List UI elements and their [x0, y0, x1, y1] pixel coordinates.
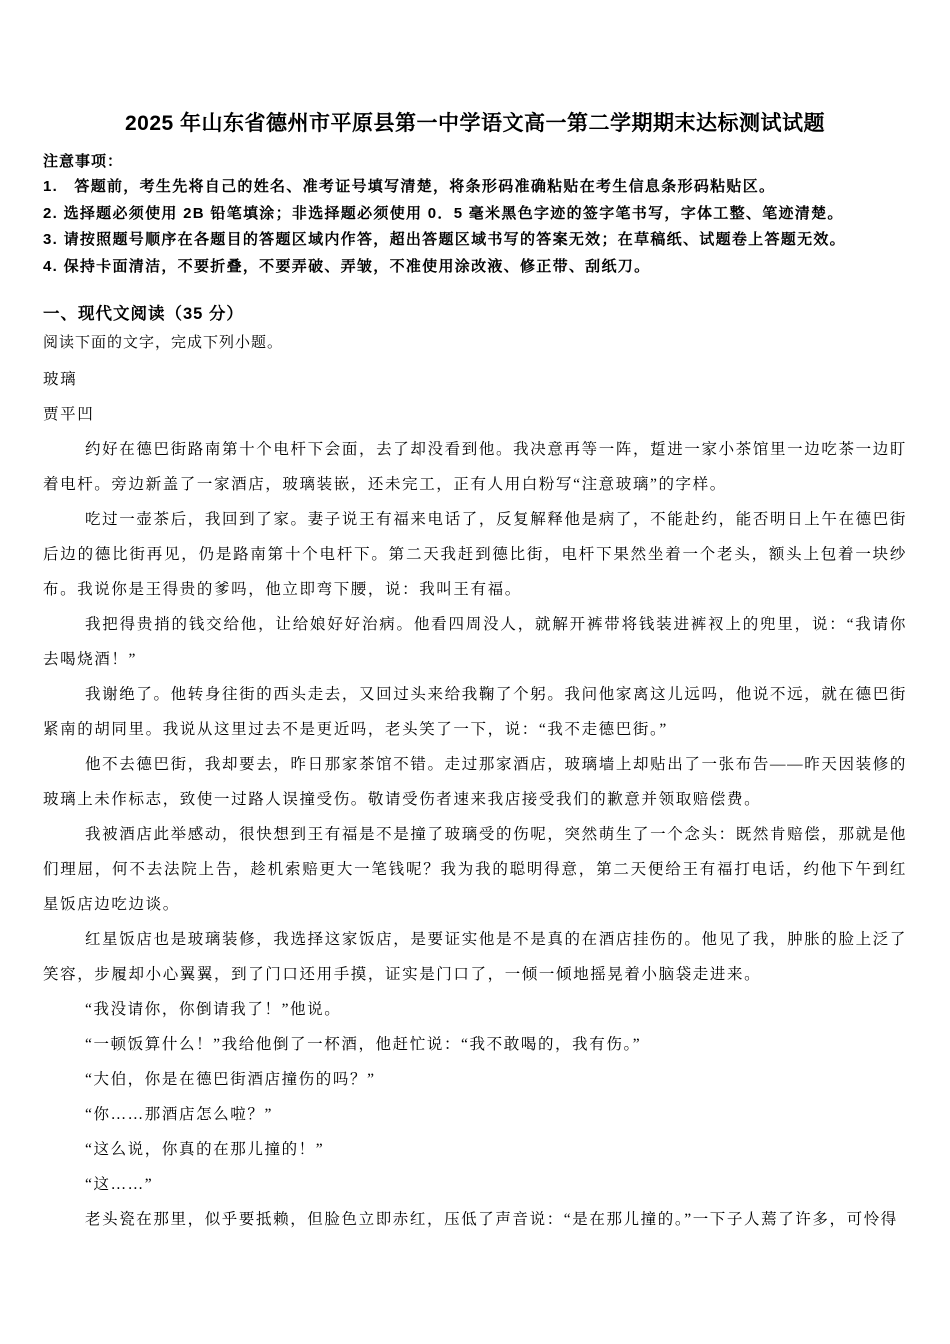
passage-paragraph-13: “这……”	[85, 1176, 154, 1193]
passage-paragraph-6: 我被酒店此举感动，很快想到王有福是不是撞了玻璃受的伤呢，突然萌生了一个念头：既然肯赔偿，那就是他们理屈，何不去法院上告，趁机索赔更大一笔钱呢？我为我的聪明得意，第二天便给王有福打电话，约他下午到红星饭店边吃边谈。	[43, 826, 907, 913]
passage-paragraph-5: 他不去德巴街，我却要去，昨日那家茶馆不错。走过那家酒店，玻璃墙上却贴出了一张布告——昨天因装修的玻璃上未作标志，致使一过路人误撞受伤。敬请受伤者速来我店接受我们的歉意并领取赔偿费。	[43, 756, 907, 808]
passage-paragraph-9: “一顿饭算什么！”我给他倒了一杯酒，他赶忙说：“我不敢喝的，我有伤。”	[85, 1036, 642, 1053]
notice-item-2: 2. 选择题必须使用 2B 铅笔填涂；非选择题必须使用 0．5 毫米黑色字迹的签字笔书写，字体工整、笔迹清楚。	[43, 204, 844, 222]
passage-paragraph-3: 我把得贵捎的钱交给他，让给娘好好治病。他看四周没人，就解开裤带将钱装进裤衩上的兜里，说：“我请你去喝烧酒！”	[43, 616, 907, 668]
passage-author: 贾平凹	[43, 406, 95, 423]
notice-heading: 注意事项：	[43, 153, 124, 170]
reading-passage	[43, 362, 907, 1237]
notice-item-4: 4. 保持卡面清洁，不要折叠，不要弄破、弄皱，不准使用涂改液、修正带、刮纸刀。	[43, 257, 651, 275]
passage-paragraph-12: “这么说，你真的在那儿撞的！”	[85, 1141, 325, 1158]
section-heading-modern-reading: 一、现代文阅读（35 分）	[43, 305, 244, 323]
notice-section	[43, 150, 907, 280]
passage-paragraph-8: “我没请你，你倒请我了！”他说。	[85, 1001, 342, 1018]
section-instruction: 阅读下面的文字，完成下列小题。	[43, 335, 284, 351]
notice-item-1: 1. 答题前，考生先将自己的姓名、准考证号填写清楚，将条形码准确粘贴在考生信息条形码粘贴区。	[43, 178, 776, 195]
passage-paragraph-11: “你……那酒店怎么啦？”	[85, 1106, 273, 1123]
passage-paragraph-7: 红星饭店也是玻璃装修，我选择这家饭店，是要证实他是不是真的在酒店挂伤的。他见了我，肿胀的脸上泛了笑容，步履却小心翼翼，到了门口还用手摸，证实是门口了，一倾一倾地摇晃着小脑袋走进来。	[43, 931, 907, 983]
passage-paragraph-4: 我谢绝了。他转身往街的西头走去，又回过头来给我鞠了个躬。我问他家离这儿远吗，他说不远，就在德巴街紧南的胡同里。我说从这里过去不是更近吗，老头笑了一下，说：“我不走德巴街。”	[43, 686, 907, 738]
exam-title: 2025 年山东省德州市平原县第一中学语文高一第二学期期末达标测试试题	[124, 112, 826, 135]
passage-title: 玻璃	[43, 371, 78, 388]
notice-item-3: 3. 请按照题号顺序在各题目的答题区域内作答，超出答题区域书写的答案无效；在草稿纸、试题卷上答题无效。	[43, 231, 846, 248]
passage-paragraph-14: 老头瓷在那里，似乎要抵赖，但脸色立即赤红，压低了声音说：“是在那儿撞的。”一下子人蔫了许多，可怜得	[85, 1211, 898, 1228]
passage-paragraph-10: “大伯，你是在德巴街酒店撞伤的吗？”	[85, 1071, 376, 1088]
passage-paragraph-2: 吃过一壶茶后，我回到了家。妻子说王有福来电话了，反复解释他是病了，不能赴约，能否明日上午在德巴街后边的德比街再见，仍是路南第十个电杆下。第二天我赶到德比街，电杆下果然坐着一个老头，额头上包着一块纱布。我说你是王得贵的爹吗，他立即弯下腰，说：我叫王有福。	[43, 511, 907, 598]
passage-paragraph-1: 约好在德巴街路南第十个电杆下会面，去了却没看到他。我决意再等一阵，踅进一家小茶馆里一边吃茶一边盯着电杆。旁边新盖了一家酒店，玻璃装嵌，还未完工，正有人用白粉写“注意玻璃”的字样。	[43, 441, 907, 493]
